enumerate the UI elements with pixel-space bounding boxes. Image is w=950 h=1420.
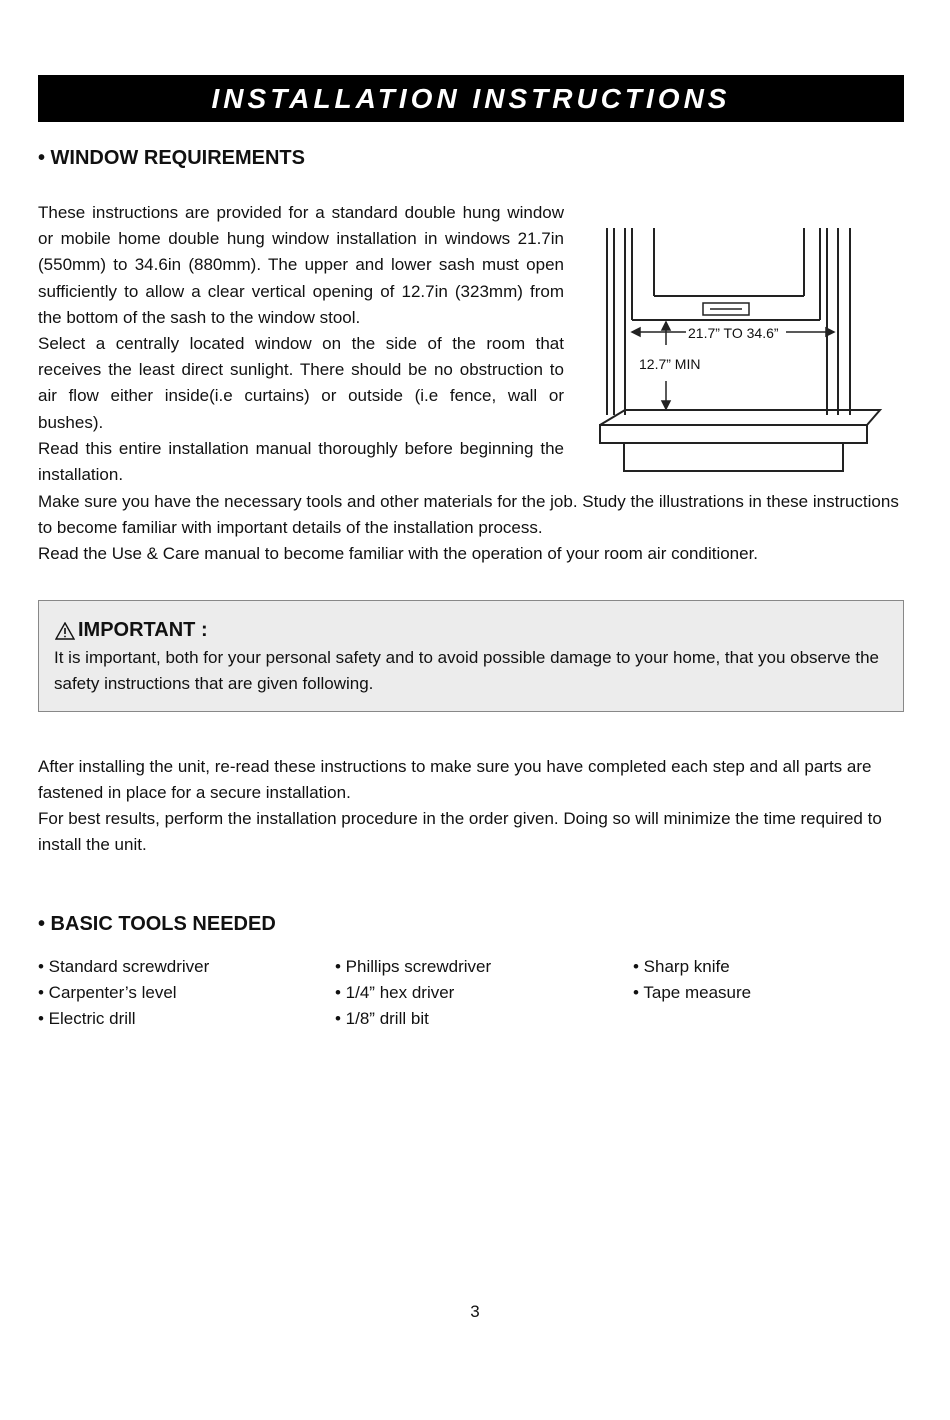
tool-item: • Phillips screwdriver [335, 957, 492, 976]
tool-item: • Standard screwdriver [38, 957, 210, 976]
section-banner [38, 75, 904, 122]
window-diagram [590, 225, 890, 475]
warning-triangle-icon [55, 622, 75, 640]
important-body: It is important, both for your personal safety and to avoid possible damage to your home, that you observe the safety instructions that are given following. [54, 648, 879, 694]
window-requirements-para-5: Read the Use & Care manual to become familiar with the operation of your room air conditioner. [38, 544, 759, 563]
important-title [55, 619, 208, 642]
page-number: 3 [470, 1302, 480, 1321]
tool-item: • Tape measure [633, 983, 752, 1003]
window-requirements-para-3: Read this entire installation manual thoroughly before beginning the installation. [38, 439, 564, 485]
tool-item: • 1/4” hex driver [335, 983, 455, 1003]
basic-tools-heading: • BASIC TOOLS NEEDED [38, 913, 276, 935]
tool-item: • Electric drill [38, 1009, 136, 1029]
window-requirements-para-4: Make sure you have the necessary tools and other materials for the job. Study the illustrations in these instructions to become familiar with important details of the installation process. [38, 492, 899, 538]
tool-item: • Carpenter’s level [38, 983, 177, 1003]
after-install-para-1: After installing the unit, re-read these instructions to make sure you have completed each step and all parts are fastened in place for a secure installation. [38, 757, 872, 803]
after-install-para-2: For best results, perform the installation procedure in the order given. Doing so will minimize the time required to install the unit. [38, 809, 882, 855]
important-title-text: IMPORTANT : [78, 619, 208, 641]
tool-item: • Sharp knife [633, 957, 730, 976]
window-requirements-para-1: These instructions are provided for a standard double hung window or mobile home double hung window installation in windows 21.7in (550mm) to 34.6in (880mm). The upper and lower sash must open sufficiently to allow a clear vertical opening of 12.7in (323mm) from the bottom of the sash to the window stool. [38, 203, 564, 327]
width-dimension-label: 21.7” TO 34.6” [688, 325, 779, 341]
tool-item: • 1/8” drill bit [335, 1009, 429, 1029]
banner-title: INSTALLATION INSTRUCTIONS [211, 82, 731, 114]
important-notice [38, 600, 904, 712]
window-requirements-heading: • WINDOW REQUIREMENTS [38, 147, 305, 169]
tools-list-col-3 [633, 954, 751, 1006]
height-dimension-label: 12.7” MIN [639, 356, 701, 372]
window-requirements-para-2: Select a centrally located window on the side of the room that receives the least direct sunlight. There should be no obstruction to air flow either inside(i.e curtains) or outside (i.e fence, wall or bushes). [38, 334, 564, 432]
tools-list-col-1 [38, 954, 209, 1033]
tools-list-col-2 [335, 954, 491, 1033]
